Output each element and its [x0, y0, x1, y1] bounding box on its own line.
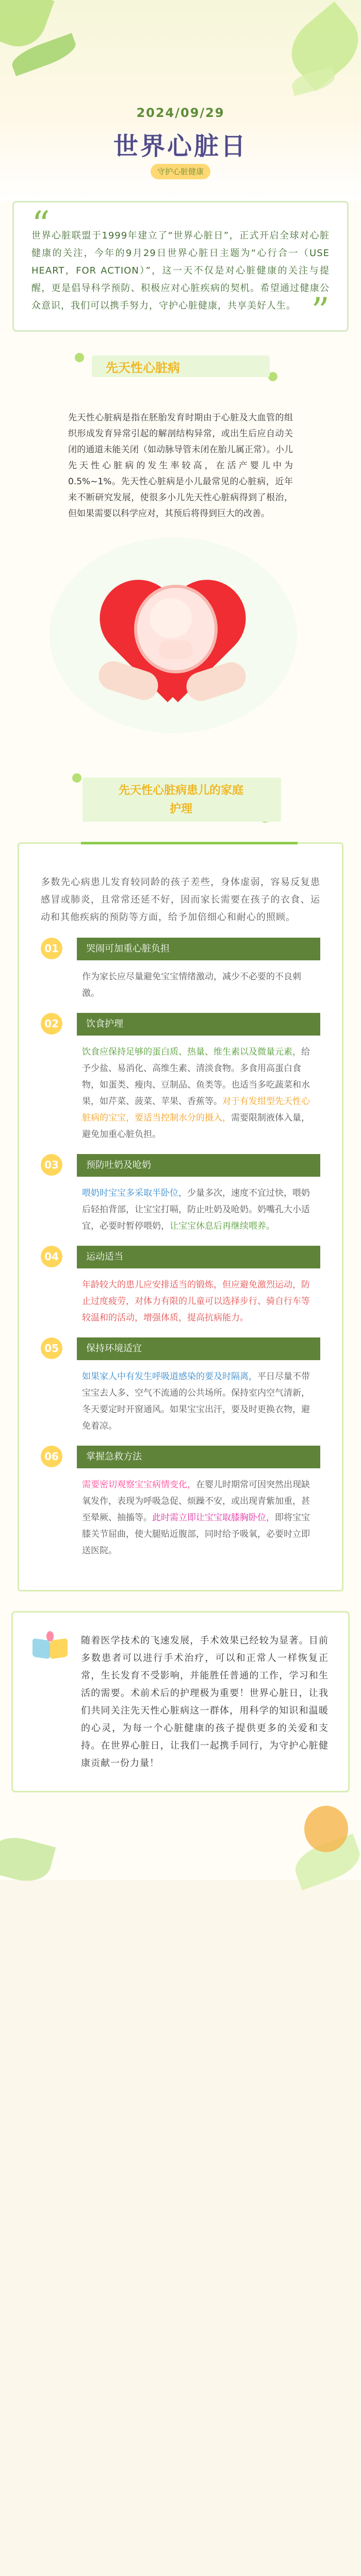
- intro-text: 世界心脏联盟于1999年建立了“世界心脏日”，正式开启全球对心脏健康的关注，今年的9月29日世界心脏日主题为“心行合一（USE HEART，FOR ACTION）”，这一天不仅是对心脏健康的关注与提醒，更是倡导科学预防、积极应对心脏疾病的契机。希望通过健康公众意识，我们可以携手努力，守护心脏健康，共享美好人生。: [31, 230, 330, 311]
- open-book-icon: [30, 1631, 70, 1661]
- care-item-number: 01: [41, 938, 62, 959]
- care-item-text: 作为家长应尽量避免宝宝情绪激动，减少不必要的不良刺激。: [82, 972, 301, 998]
- care-item-highlight: 饮食应保持足够的蛋白质、热量、维生素以及微量元素，: [82, 1047, 301, 1057]
- care-item-highlight: 喂奶时宝宝多采取半卧位，: [82, 1188, 187, 1198]
- care-item-body: 给予少盐、易消化、高维生素、清淡食物。多食用高蛋白食物，如蛋类、瘦肉、豆制品、鱼类等。也适当多吃蔬菜和水果，如芹菜、菠菜、苹果、香蕉等。: [82, 1047, 310, 1107]
- hero-title: 世界心脏日: [113, 132, 248, 161]
- book-page-icon: [32, 1638, 50, 1659]
- care-item-body: 少量多次，速度不宜过快，喂奶后轻拍背部，让宝宝打嗝，防止吐奶及呛奶。奶嘴孔大小适宜，必要时暂停喂奶，: [82, 1188, 310, 1231]
- care-item-number: 04: [41, 1246, 62, 1267]
- congenital-heart-disease-text: 先天性心脏病是指在胚胎发育时期由于心脏及大血管的组织形成发育异常引起的解剖结构异常，或出生后应自动关闭的通道未能关闭（如动脉导管未闭在胎儿属正常）。小儿先天性心脏病的发生率较高，在活产婴儿中为0.5%~1%。先天性心脏病是小儿最常见的心脏病，近年来不断研究发展，使很多小儿先天性心脏病得到了根治，但如果需要以科学应对，其预后将得到巨大的改善。: [68, 413, 293, 519]
- hero-date: 2024/09/29: [136, 106, 225, 120]
- care-item-tag: 运动适当: [77, 1246, 320, 1268]
- book-page-icon: [50, 1638, 68, 1659]
- care-item-number: 02: [41, 1013, 62, 1035]
- care-item-tag: 哭闹可加重心脏负担: [77, 938, 320, 960]
- section-heading-congenital-heart-disease: [0, 341, 361, 401]
- care-item-4: [41, 1246, 320, 1326]
- closing-panel: [11, 1611, 350, 1792]
- care-item-content: [62, 1154, 320, 1234]
- care-item-highlight: 此时需立即让宝宝取膝胸卧位，: [152, 1513, 275, 1523]
- care-item-6: [41, 1446, 320, 1559]
- decorative-dot: [72, 773, 81, 783]
- baby-heart-illustration: [0, 522, 361, 764]
- footer-decoration: [0, 1792, 361, 1880]
- care-item-highlight: 如果家人中有发生呼吸道感染的要及时隔离，: [82, 1371, 257, 1382]
- care-item-highlight: 让宝宝休息后再继续喂养。: [170, 1221, 275, 1231]
- care-item-highlight: 需要密切观察宝宝病情变化，: [82, 1480, 196, 1490]
- panel-top-line: [81, 842, 298, 844]
- section-heading-home-care: [0, 773, 361, 833]
- quote-open-icon: “: [31, 204, 50, 246]
- care-item-tag: 饮食护理: [77, 1013, 320, 1036]
- care-item-3: [41, 1154, 320, 1234]
- hero-banner: [0, 0, 361, 201]
- care-item-body: 需要限制液体入量，避免加重心脏负担。: [82, 1113, 310, 1140]
- care-item-body: 平日尽量不带宝宝去人多、空气不流通的公共场所。保持室内空气清新，冬天要定时开窗通风。如果宝宝出汗，要及时更换衣物，避免着凉。: [82, 1371, 310, 1431]
- care-item-tag: 预防吐奶及呛奶: [77, 1154, 320, 1177]
- care-item-content: [62, 1246, 320, 1326]
- section-title: 先天性心脏病患儿的家庭护理: [118, 784, 243, 816]
- care-item-text: 年龄较大的患儿应安排适当的锻炼，但应避免激烈运动，防止过度疲劳，对体力有限的儿童可以选择步行、骑自行车等较温和的活动，增强体质，提高抗病能力。: [82, 1280, 310, 1323]
- sparkle-icon: [46, 1631, 54, 1641]
- baby-face-icon: [150, 598, 192, 638]
- care-item-tag: 掌握急救方法: [77, 1446, 320, 1468]
- care-item-tag: 保持环境适宜: [77, 1337, 320, 1360]
- baby-arm-icon: [159, 640, 193, 659]
- care-item-5: [41, 1337, 320, 1434]
- care-item-content: [62, 1013, 320, 1143]
- home-care-intro: 多数先心病患儿发育较同龄的孩子差些，身体虚弱，容易反复患感冒或肺炎，且常常还延不好，因而家长需要在孩子的衣食、运动和其他疾病的预防等方面，给予加倍细心和耐心的照顾。: [41, 877, 320, 923]
- decorative-dot: [75, 353, 84, 362]
- care-item-content: [62, 1337, 320, 1434]
- care-item-text: [77, 1468, 320, 1559]
- care-item-1: [41, 938, 320, 1002]
- home-care-panel: [18, 842, 343, 1591]
- intro-card: [12, 201, 349, 332]
- care-item-text: [77, 1036, 320, 1143]
- care-item-body: 即将宝宝膝关节屈曲，使大腿贴近腹部，同时给予吸氧，必要时立即送医院。: [82, 1513, 310, 1556]
- closing-text: 随着医学技术的飞速发展，手术效果已经较为显著。目前多数患者可以进行手术治疗，可以和正常人一样恢复正常，生长发育不受影响，并能胜任普通的工作，学习和生活的需要。术前术后的护理极为重要！世界心脏日，让我们共同关注先天性心脏病这一群体，用科学的知识和温暖的心灵，为每一个心脏健康的孩子提供更多的关爱和支持。在世界心脏日，让我们一起携手同行，为守护心脏健康贡献一份力量！: [81, 1635, 329, 1769]
- care-item-content: [62, 1446, 320, 1559]
- quote-close-icon: ”: [311, 290, 330, 332]
- care-item-number: 06: [41, 1446, 62, 1467]
- care-item-number: 05: [41, 1337, 62, 1359]
- care-item-text: [77, 1177, 320, 1234]
- care-item-text: [77, 1360, 320, 1434]
- care-item-highlight: 对于有发绀型先天性心脏病的宝宝，要适当控制水分的摄入，: [82, 1096, 310, 1123]
- hero-badge: 守护心脏健康: [151, 164, 210, 179]
- leaf-decoration: [0, 1832, 56, 1887]
- care-item-number: 03: [41, 1154, 62, 1176]
- fruit-icon: [304, 1806, 348, 1852]
- care-item-body: 在婴儿时期常可因突然出现缺氧发作，表现为呼吸急促、烦躁不安，或出现青紫加重，甚至晕厥、抽搐等。: [82, 1480, 310, 1523]
- care-item-2: [41, 1013, 320, 1143]
- section-title: 先天性心脏病: [106, 361, 180, 375]
- leaf-decoration: [290, 67, 337, 96]
- care-item-content: [62, 938, 320, 1002]
